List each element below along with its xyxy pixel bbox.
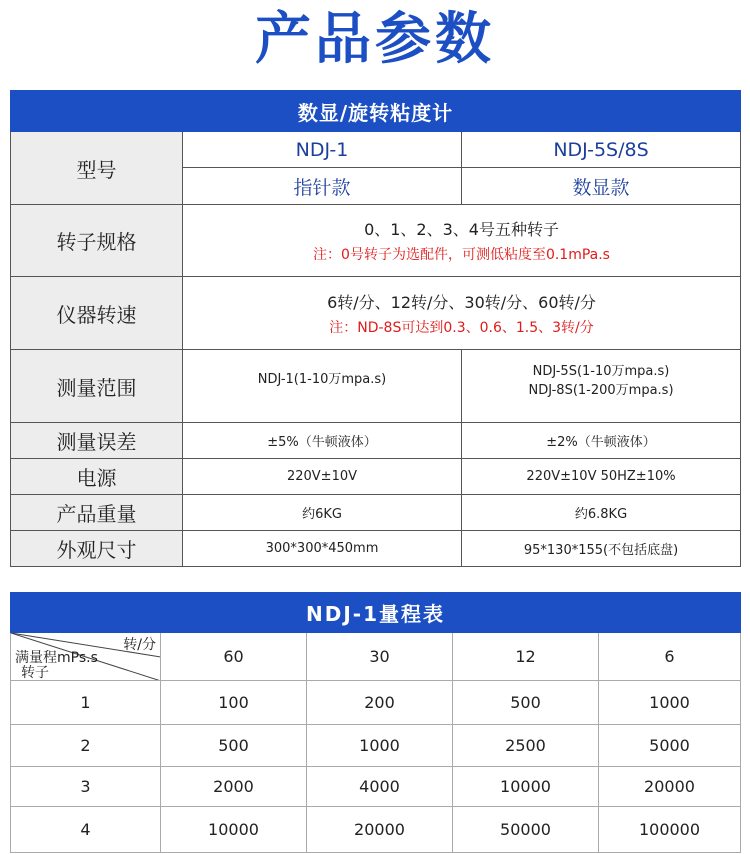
rotor-number: 3 [11, 767, 161, 807]
rotor-number: 1 [11, 681, 161, 725]
range-table-title: NDJ-1量程表 [11, 593, 741, 633]
range-value: 5000 [599, 725, 741, 767]
range-value: 2000 [161, 767, 307, 807]
range-value: 20000 [307, 807, 453, 853]
range-label: 测量范围 [11, 350, 183, 423]
spec-row-speed [11, 277, 741, 350]
error-label: 测量误差 [11, 423, 183, 459]
weight-ndj1: 约6KG [183, 495, 462, 531]
corner-rotor-label: 转子 [21, 665, 49, 681]
range-ndj5s-cell [462, 350, 741, 423]
model-ndj1: NDJ-1 [183, 132, 462, 168]
rotor-number: 2 [11, 725, 161, 767]
page-title: 产品参数 [255, 7, 495, 72]
weight-label: 产品重量 [11, 495, 183, 531]
range-value: 500 [453, 681, 599, 725]
range-value: 4000 [307, 767, 453, 807]
spec-row-power [11, 459, 741, 495]
range-value: 500 [161, 725, 307, 767]
style-ndj5s: 数显款 [462, 168, 741, 205]
range-value: 1000 [599, 681, 741, 725]
power-ndj5s: 220V±10V 50HZ±10% [462, 459, 741, 495]
spec-row-size [11, 531, 741, 567]
corner-speed-label: 转/分 [123, 637, 156, 653]
speed-label: 仪器转速 [11, 277, 183, 350]
range-value: 1000 [307, 725, 453, 767]
rotor-value: 0、1、2、3、4号五种转子 [364, 220, 559, 239]
spec-table-title: 数显/旋转粘度计 [11, 91, 741, 132]
rotor-label: 转子规格 [11, 205, 183, 277]
range-table-header [11, 593, 741, 633]
spec-row-error [11, 423, 741, 459]
range-ndj1: NDJ-1(1-10万mpa.s) [183, 350, 462, 423]
rotor-note: 注：0号转子为选配件，可测低粘度至0.1mPa.s [313, 247, 610, 263]
range-table [10, 592, 741, 853]
range-value: 10000 [453, 767, 599, 807]
spec-row-rotor [11, 205, 741, 277]
speed-value: 6转/分、12转/分、30转/分、60转/分 [327, 292, 596, 312]
style-ndj1: 指针款 [183, 168, 462, 205]
error-ndj1: ±5%（牛顿液体） [183, 423, 462, 459]
table-row [11, 681, 741, 725]
range-corner-cell [11, 633, 161, 681]
table-row [11, 807, 741, 853]
power-ndj1: 220V±10V [183, 459, 462, 495]
range-value: 2500 [453, 725, 599, 767]
range-value: 50000 [453, 807, 599, 853]
range-value: 100 [161, 681, 307, 725]
weight-ndj5s: 约6.8KG [462, 495, 741, 531]
corner-range-label: 满量程mPs.s [15, 650, 98, 666]
error-ndj5s: ±2%（牛顿液体） [462, 423, 741, 459]
spec-row-model [11, 132, 741, 168]
model-label: 型号 [11, 132, 183, 205]
range-value: 10000 [161, 807, 307, 853]
speed-header: 30 [307, 633, 453, 681]
speed-cell [183, 277, 741, 350]
speed-header: 60 [161, 633, 307, 681]
rotor-cell [183, 205, 741, 277]
table-row [11, 725, 741, 767]
speed-header: 6 [599, 633, 741, 681]
range-value: 200 [307, 681, 453, 725]
range-speed-row [11, 633, 741, 681]
size-ndj1: 300*300*450mm [183, 531, 462, 567]
range-value: 100000 [599, 807, 741, 853]
range-ndj8s: NDJ-8S(1-200万mpa.s) [528, 383, 674, 398]
spec-table-header [11, 91, 741, 132]
table-row [11, 767, 741, 807]
range-value: 20000 [599, 767, 741, 807]
range-ndj5s: NDJ-5S(1-10万mpa.s) [532, 364, 670, 379]
spec-table [10, 90, 741, 567]
spec-row-range [11, 350, 741, 423]
size-ndj5s: 95*130*155(不包括底盘) [462, 531, 741, 567]
speed-header: 12 [453, 633, 599, 681]
model-ndj5s: NDJ-5S/8S [462, 132, 741, 168]
spec-row-weight [11, 495, 741, 531]
speed-note: 注：ND-8S可达到0.3、0.6、1.5、3转/分 [329, 319, 594, 336]
power-label: 电源 [11, 459, 183, 495]
size-label: 外观尺寸 [11, 531, 183, 567]
rotor-number: 4 [11, 807, 161, 853]
